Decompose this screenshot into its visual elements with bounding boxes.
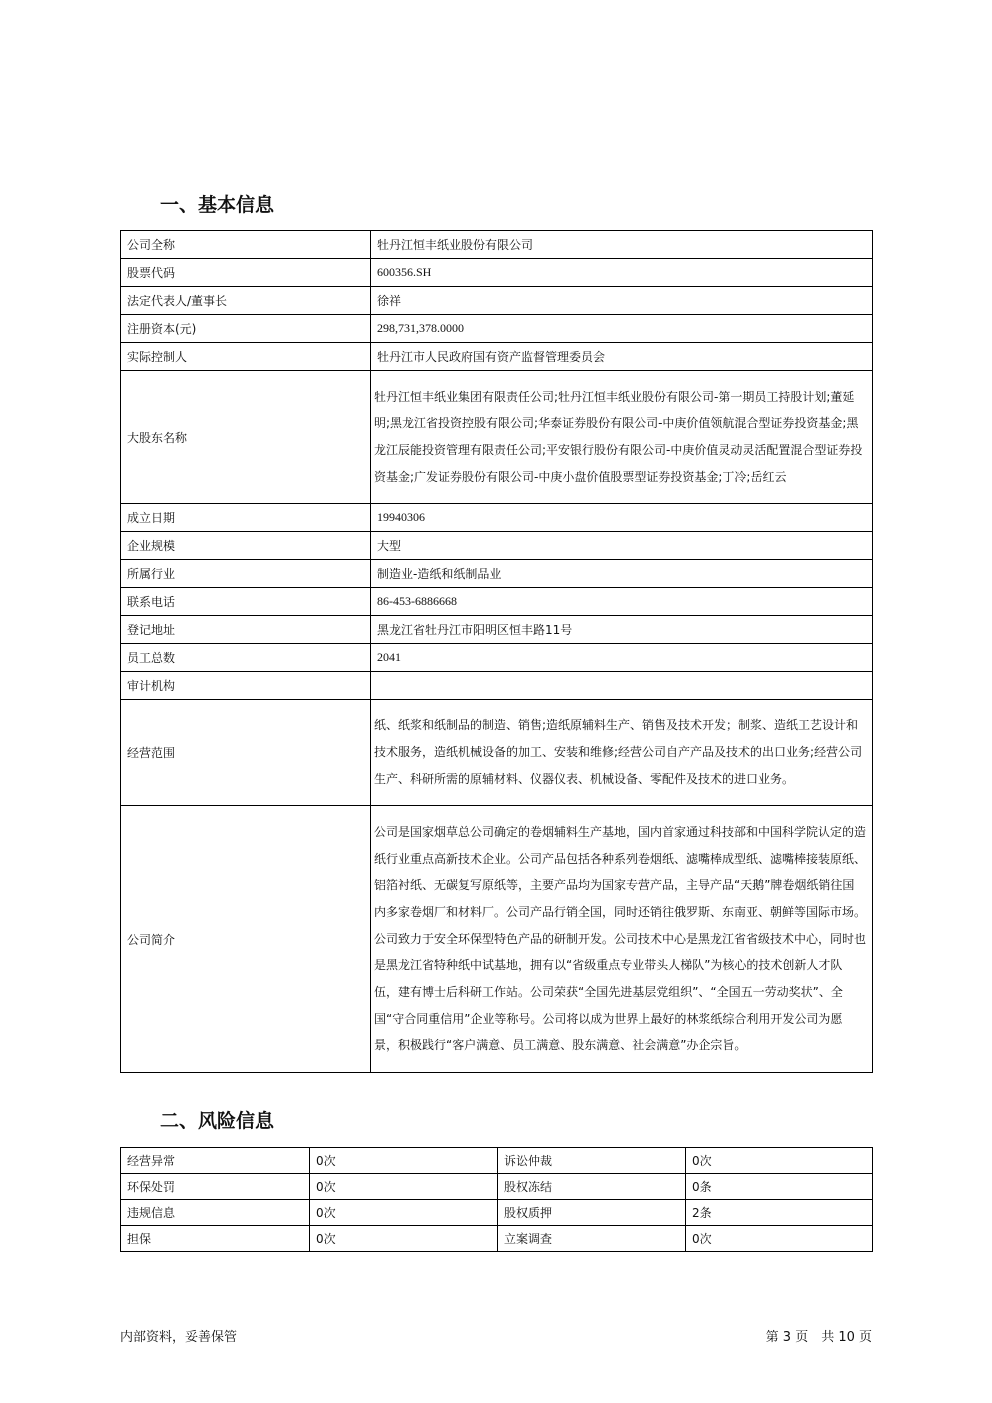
risk-label: 立案调查 (498, 1226, 686, 1252)
row-label: 企业规模 (121, 532, 371, 560)
table-row (121, 287, 873, 315)
row-label: 审计机构 (121, 672, 371, 700)
table-row (121, 343, 873, 371)
row-value: 86-453-6886668 (371, 588, 873, 616)
table-row (121, 1226, 873, 1252)
table-row (121, 504, 873, 532)
table-row (121, 672, 873, 700)
page-number: 第 3 页 共 10 页 (765, 1330, 872, 1345)
row-value: 牡丹江恒丰纸业集团有限责任公司;牡丹江恒丰纸业股份有限公司-第一期员工持股计划;董延明;黑龙江省投资控股有限公司;华泰证券股份有限公司-中庚价值领航混合型证券投资基金;黑龙江辰能投资管理有限责任公司;平安银行股份有限公司-中庚价值灵动灵活配置混合型证券投资基金;广发证券股份有限公司-中庚小盘价值股票型证券投资基金;丁冷;岳红云 (371, 371, 873, 504)
risk-value: 2条 (686, 1200, 873, 1226)
table-row (121, 588, 873, 616)
table-row (121, 532, 873, 560)
row-label: 公司全称 (121, 231, 371, 259)
risk-value: 0次 (686, 1226, 873, 1252)
row-value (371, 672, 873, 700)
section-title-basic-info: 一、基本信息 (160, 194, 275, 216)
risk-value: 0次 (310, 1200, 498, 1226)
row-label: 所属行业 (121, 560, 371, 588)
risk-label: 担保 (121, 1226, 310, 1252)
risk-label: 诉讼仲裁 (498, 1148, 686, 1174)
table-row (121, 644, 873, 672)
table-row (121, 315, 873, 343)
risk-label: 股权冻结 (498, 1174, 686, 1200)
row-value: 牡丹江恒丰纸业股份有限公司 (371, 231, 873, 259)
row-value: 牡丹江市人民政府国有资产监督管理委员会 (371, 343, 873, 371)
row-label: 联系电话 (121, 588, 371, 616)
risk-label: 环保处罚 (121, 1174, 310, 1200)
row-label: 登记地址 (121, 616, 371, 644)
row-label: 法定代表人/董事长 (121, 287, 371, 315)
row-label: 实际控制人 (121, 343, 371, 371)
row-value: 徐祥 (371, 287, 873, 315)
table-row (121, 700, 873, 806)
row-label: 成立日期 (121, 504, 371, 532)
table-row (121, 259, 873, 287)
table-row (121, 1174, 873, 1200)
section-title-risk-info: 二、风险信息 (160, 1110, 275, 1132)
table-row (121, 231, 873, 259)
row-value: 600356.SH (371, 259, 873, 287)
risk-value: 0次 (686, 1148, 873, 1174)
basic-info-table (120, 230, 873, 1073)
risk-info-table (120, 1147, 873, 1252)
table-row (121, 371, 873, 504)
row-value: 纸、纸浆和纸制品的制造、销售;造纸原辅料生产、销售及技术开发；制浆、造纸工艺设计和技术服务，造纸机械设备的加工、安装和维修;经营公司自产产品及技术的出口业务;经营公司生产、科研所需的原辅材料、仪器仪表、机械设备、零配件及技术的进口业务。 (371, 700, 873, 806)
risk-value: 0条 (686, 1174, 873, 1200)
risk-value: 0次 (310, 1174, 498, 1200)
table-row (121, 1148, 873, 1174)
row-label: 注册资本(元) (121, 315, 371, 343)
row-label: 员工总数 (121, 644, 371, 672)
risk-label: 违规信息 (121, 1200, 310, 1226)
table-row (121, 1200, 873, 1226)
row-value: 公司是国家烟草总公司确定的卷烟辅料生产基地，国内首家通过科技部和中国科学院认定的造纸行业重点高新技术企业。公司产品包括各种系列卷烟纸、滤嘴棒成型纸、滤嘴棒接装原纸、铝箔衬纸、无碳复写原纸等，主要产品均为国家专营产品，主导产品“天鹅”牌卷烟纸销往国内多家卷烟厂和材料厂。公司产品行销全国，同时还销往俄罗斯、东南亚、朝鲜等国际市场。公司致力于安全环保型特色产品的研制开发。公司技术中心是黑龙江省省级技术中心，同时也是黑龙江省特种纸中试基地，拥有以“省级重点专业带头人梯队”为核心的技术创新人才队伍，建有博士后科研工作站。公司荣获“全国先进基层党组织”、“全国五一劳动奖状”、全国“守合同重信用”企业等称号。公司将以成为世界上最好的林浆纸综合利用开发公司为愿景，积极践行“客户满意、员工满意、股东满意、社会满意”办企宗旨。 (371, 806, 873, 1073)
row-value: 2041 (371, 644, 873, 672)
risk-label: 经营异常 (121, 1148, 310, 1174)
risk-value: 0次 (310, 1226, 498, 1252)
row-label: 股票代码 (121, 259, 371, 287)
row-value: 黑龙江省牡丹江市阳明区恒丰路11号 (371, 616, 873, 644)
row-value: 19940306 (371, 504, 873, 532)
row-value: 298,731,378.0000 (371, 315, 873, 343)
risk-value: 0次 (310, 1148, 498, 1174)
row-value: 制造业-造纸和纸制品业 (371, 560, 873, 588)
row-label: 大股东名称 (121, 371, 371, 504)
row-label: 经营范围 (121, 700, 371, 806)
table-row (121, 616, 873, 644)
footer-note: 内部资料，妥善保管 (120, 1330, 238, 1345)
risk-label: 股权质押 (498, 1200, 686, 1226)
table-row (121, 806, 873, 1073)
row-value: 大型 (371, 532, 873, 560)
table-row (121, 560, 873, 588)
row-label: 公司简介 (121, 806, 371, 1073)
